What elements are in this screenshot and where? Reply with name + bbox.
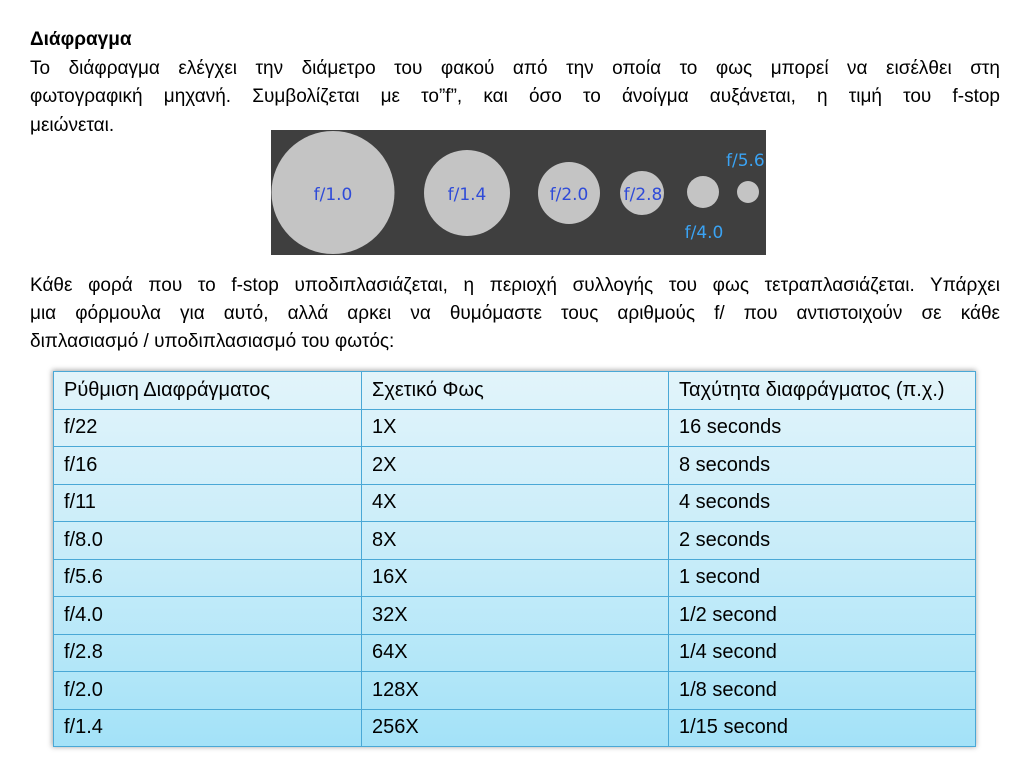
cell-relative-light: 1X: [362, 409, 669, 447]
header-aperture-setting: Ρύθμιση Διαφράγματος: [54, 372, 362, 410]
body-line: διπλασιασμό / υποδιπλασιασμό του φωτός:: [30, 331, 395, 352]
cell-aperture: f/5.6: [54, 559, 362, 597]
table-row: [54, 447, 976, 485]
cell-shutter-speed: 8 seconds: [669, 447, 976, 485]
slide-title: Διάφραγμα: [30, 29, 132, 50]
cell-shutter-speed: 16 seconds: [669, 409, 976, 447]
aperture-table: [53, 371, 976, 747]
cell-aperture: f/11: [54, 484, 362, 522]
cell-shutter-speed: 1/4 second: [669, 634, 976, 672]
aperture-circle-f5-6: [737, 181, 759, 203]
intro-line: Το διάφραγμα ελέγχει την διάμετρο του φακού από την οποία το φως μπορεί να εισέλθει στη: [30, 57, 1000, 79]
body-line: μια φόρμουλα για αυτό, αλλά αρκει να θυμόμαστε τους αριθμούς f/ που αντιστοιχούν σε κάθε: [30, 303, 1000, 324]
aperture-table-container: [53, 371, 975, 746]
cell-aperture: f/16: [54, 447, 362, 485]
aperture-circle-f4-0: [687, 176, 719, 208]
cell-aperture: f/4.0: [54, 597, 362, 635]
aperture-figure: [271, 130, 766, 255]
aperture-label-f5-6: f/5.6: [726, 151, 765, 171]
aperture-label-f2-8: f/2.8: [623, 185, 663, 205]
cell-relative-light: 16X: [362, 559, 669, 597]
cell-relative-light: 64X: [362, 634, 669, 672]
aperture-label-f2-0: f/2.0: [549, 185, 589, 205]
cell-aperture: f/2.0: [54, 672, 362, 710]
aperture-label-f1-4: f/1.4: [447, 185, 487, 205]
intro-paragraph: [30, 26, 1000, 140]
cell-aperture: f/2.8: [54, 634, 362, 672]
table-row: [54, 522, 976, 560]
aperture-label-f4-0: f/4.0: [684, 223, 724, 243]
aperture-label-f1-0: f/1.0: [313, 185, 353, 205]
cell-aperture: f/8.0: [54, 522, 362, 560]
table-row: [54, 484, 976, 522]
table-row: [54, 409, 976, 447]
table-row: [54, 709, 976, 747]
aperture-diagram: [271, 130, 766, 255]
cell-aperture: f/22: [54, 409, 362, 447]
cell-relative-light: 8X: [362, 522, 669, 560]
cell-shutter-speed: 4 seconds: [669, 484, 976, 522]
intro-line: φωτογραφική μηχανή. Συμβολίζεται με το”f”, και όσο το άνοίγμα αυξάνεται, η τιμή του f-stop: [30, 86, 1000, 107]
body-line: Κάθε φορά που το f-stop υποδιπλασιάζεται, η περιοχή συλλογής του φως τετραπλασιάζεται. Υπάρχει: [30, 275, 1000, 296]
cell-relative-light: 2X: [362, 447, 669, 485]
cell-relative-light: 128X: [362, 672, 669, 710]
cell-shutter-speed: 1/2 second: [669, 597, 976, 635]
cell-relative-light: 32X: [362, 597, 669, 635]
header-relative-light: Σχετικό Φως: [362, 372, 669, 410]
cell-relative-light: 256X: [362, 709, 669, 747]
cell-relative-light: 4X: [362, 484, 669, 522]
table-row: [54, 559, 976, 597]
header-shutter-speed: Ταχύτητα διαφράγματος (π.χ.): [669, 372, 976, 410]
cell-shutter-speed: 1 second: [669, 559, 976, 597]
body-paragraph: [30, 272, 1000, 356]
cell-aperture: f/1.4: [54, 709, 362, 747]
table-row: [54, 672, 976, 710]
intro-line: μειώνεται.: [30, 114, 115, 136]
table-row: [54, 597, 976, 635]
table-header-row: [54, 372, 976, 410]
cell-shutter-speed: 1/15 second: [669, 709, 976, 747]
cell-shutter-speed: 2 seconds: [669, 522, 976, 560]
table-row: [54, 634, 976, 672]
cell-shutter-speed: 1/8 second: [669, 672, 976, 710]
